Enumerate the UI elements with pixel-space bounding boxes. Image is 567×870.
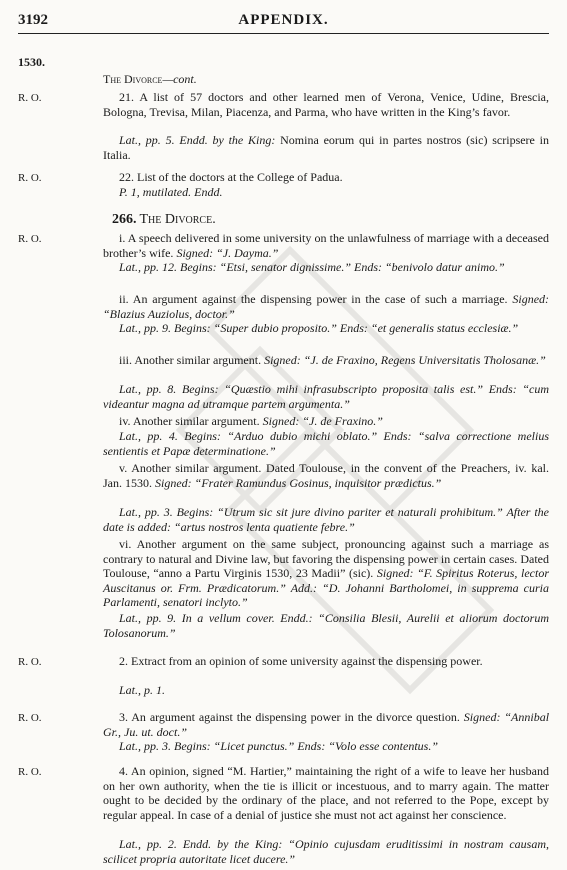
note-text: Lat., pp. 9. Begins: “Super dubio proposito.” Ends: “et generalis status ecclesiæ.” bbox=[119, 321, 519, 335]
entry-266-i bbox=[103, 231, 549, 260]
note-text: Lat., pp. 3. Begins: “Utrum sic sit jure divino pariter et naturali prohibitum.” After the date is added: “artus nostros lenta quatiente febre.” bbox=[103, 505, 549, 534]
item-3-note bbox=[103, 739, 549, 754]
note-text: Lat., pp. 12. Begins: “Etsi, senator dignissime.” Ends: “benivolo datur animo.” bbox=[119, 260, 505, 274]
para-text: ii. An argument against the dispensing power in the case of such a marriage. bbox=[119, 292, 508, 306]
entry-266-ii-note bbox=[103, 321, 549, 336]
entry-266-iii bbox=[103, 353, 549, 368]
para-text: v. Another similar argument. Dated Toulouse, in the convent of the Preachers, iv. kal. Jan. 1530. bbox=[103, 461, 549, 490]
item-22-text: 22. List of the doctors at the College of Padua. bbox=[119, 170, 343, 184]
item-21-note bbox=[103, 133, 549, 162]
running-head: APPENDIX. bbox=[238, 12, 329, 28]
entry-266-iii-note bbox=[103, 382, 549, 411]
entry-266-ii bbox=[103, 292, 549, 321]
margin-source: R. O. bbox=[18, 233, 42, 245]
entry-266-iv-note bbox=[103, 429, 549, 458]
para-text: iv. Another similar argument. bbox=[119, 414, 260, 428]
entry-266-heading bbox=[112, 212, 549, 228]
item-22-note bbox=[103, 185, 549, 200]
signature: Signed: “J. de Fraxino.” bbox=[262, 414, 383, 428]
para-text: 3. An argument against the dispensing power in the divorce question. bbox=[119, 710, 460, 724]
page-number: 3192 bbox=[18, 12, 48, 28]
signature: Signed: “J. de Fraxino, Regens Universitatis Tholosanæ.” bbox=[264, 353, 546, 367]
entry-266-vi bbox=[103, 537, 549, 610]
signature: Signed: “Blazius Auziolus, doctor.” bbox=[103, 292, 550, 321]
margin-source: R. O. bbox=[18, 92, 42, 104]
note-endd: Endd. by the King: bbox=[179, 133, 276, 147]
note-text: Lat., pp. 2. Endd. by the King: “Opinio cujusdam eruditissimi in nostram causam, scilicet propria autoritate licet ducere.” bbox=[103, 837, 549, 866]
entry-266-i-note bbox=[103, 260, 549, 275]
item-3-text bbox=[103, 710, 549, 739]
note-text: Lat., pp. 8. Begins: “Quæstio mihi infrasubscripto proposita talis est.” Ends: “cum videantur magna ad utramque partem argumenta.” bbox=[103, 382, 549, 411]
entry-266-v-note bbox=[103, 505, 549, 534]
entry-title: The Divorce. bbox=[139, 212, 216, 227]
margin-source: R. O. bbox=[18, 712, 42, 724]
section-title: The Divorce bbox=[103, 72, 163, 86]
note-endorsement: Nomina eorum qui in partes nostros (sic) scripsere in Italia. bbox=[103, 133, 549, 162]
margin-source: R. O. bbox=[18, 172, 42, 184]
signature: Signed: “Annibal Gr., Ju. ut. doct.” bbox=[103, 710, 550, 739]
note-text: Lat., pp. 4. Begins: “Arduo dubio michi oblato.” Ends: “salva correctione melius sentientis et Papæ determinatione.” bbox=[103, 429, 549, 458]
entry-number: 266. bbox=[112, 212, 137, 227]
header-rule bbox=[18, 33, 549, 34]
entry-266-vi-note bbox=[103, 611, 549, 640]
page-header bbox=[18, 0, 549, 44]
item-4-text: 4. An opinion, signed “M. Hartier,” maintaining the right of a wife to leave her husband on her own authority, when the tie is illicit or incestuous, and to marry again. The matter ought to be decided by the ordinary of the place, and not referred to the Pope, except by regular appeal. In case of a denial of justice she must not act against her conscience. bbox=[103, 764, 549, 822]
margin-source: R. O. bbox=[18, 766, 42, 778]
para-text: vi. Another argument on the same subject, pronouncing against such a marriage as contrary to natural and Divine law, but favoring the dispensing power in certain cases. Dated Toulouse, “anno a Partu Virginis 1530, 23 Madii” (sic). bbox=[103, 537, 549, 580]
note-lat: Lat., pp. 5. bbox=[119, 133, 175, 147]
note-text: P. 1, mutilated. Endd. bbox=[119, 185, 223, 199]
section-suffix: —cont. bbox=[162, 72, 197, 86]
item-21-text: 21. A list of 57 doctors and other learned men of Verona, Venice, Udine, Brescia, Bologna, Trevisa, Milan, Piacenza, and Parma, who have written in the King’s favor. bbox=[103, 90, 549, 119]
section-heading-cont bbox=[103, 72, 549, 87]
para-text: iii. Another similar argument. bbox=[119, 353, 262, 367]
entry-266-iv bbox=[103, 414, 549, 429]
note-text: Lat., pp. 9. In a vellum cover. Endd.: “Consilia Blesii, Aurelii et aliorum doctorum Tolosanorum.” bbox=[103, 611, 549, 640]
signature: Signed: “F. Spiritus Roterus, lector Auscitanus or. Frm. Prædicatorum.” Add.: “D. Johanni Bartholomei, in supprema curia Parlamenti, senatori inclyto.” bbox=[103, 566, 550, 609]
signature: Signed: “Frater Ramundus Gosinus, inquisitor prædictus.” bbox=[155, 475, 442, 490]
item-2-text: 2. Extract from an opinion of some university against the dispensing power. bbox=[119, 654, 483, 668]
item-4-note bbox=[103, 837, 549, 866]
item-2-note bbox=[103, 683, 549, 698]
note-text: Lat., pp. 3. Begins: “Licet punctus.” Ends: “Volo esse contentus.” bbox=[119, 739, 438, 753]
margin-year: 1530. bbox=[18, 55, 45, 69]
margin-source: R. O. bbox=[18, 656, 42, 668]
note-text: Lat., p. 1. bbox=[119, 683, 166, 697]
entry-266-v bbox=[103, 461, 549, 490]
signature: Signed: “J. Dayma.” bbox=[176, 245, 279, 260]
para-text: i. A speech delivered in some university on the unlawfulness of marriage with a deceased brother’s wife. bbox=[103, 231, 549, 260]
